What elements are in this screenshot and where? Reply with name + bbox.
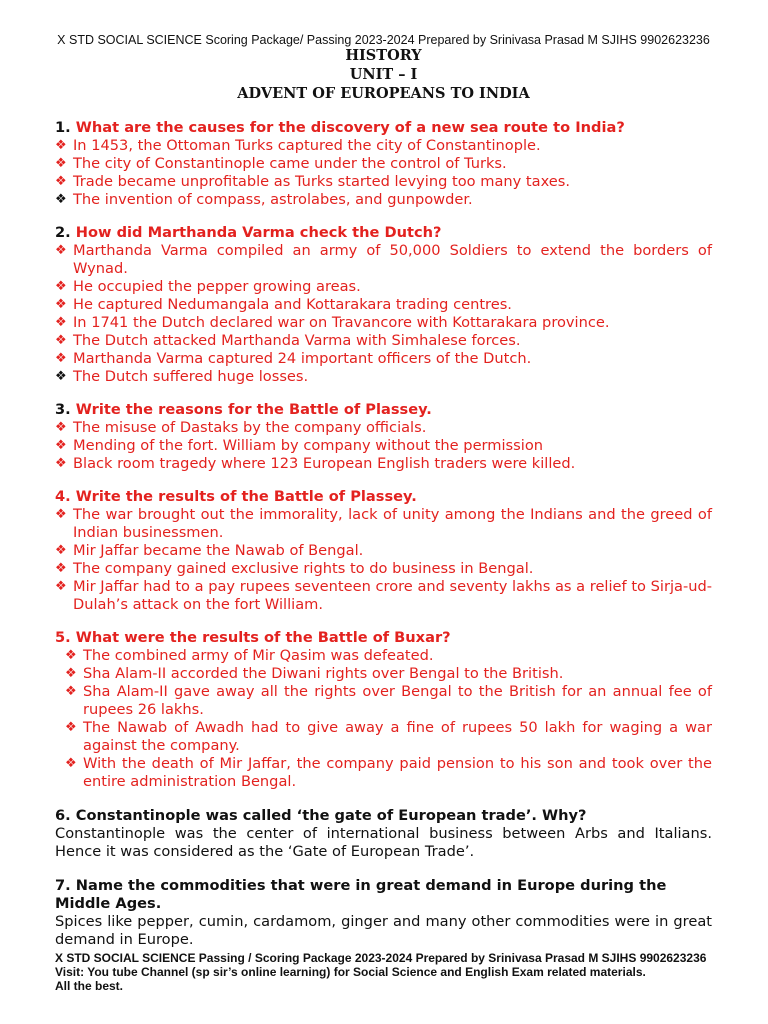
diamond-bullet-icon: ❖ xyxy=(65,684,77,699)
question-number: 7. xyxy=(55,877,71,894)
list-item: ❖ The war brought out the immorality, lack of unity among the Indians and the greed of Indian businessmen. xyxy=(55,506,712,541)
diamond-bullet-icon: ❖ xyxy=(55,279,67,294)
list-item: ❖ The city of Constantinople came under the control of Turks. xyxy=(55,155,507,172)
diamond-bullet-icon: ❖ xyxy=(55,456,67,471)
diamond-bullet-icon: ❖ xyxy=(55,507,67,522)
list-item: ❖ In 1453, the Ottoman Turks captured the city of Constantinople. xyxy=(55,137,541,154)
list-item: ❖ In 1741 the Dutch declared war on Travancore with Kottarakara province. xyxy=(55,314,610,331)
diamond-bullet-icon: ❖ xyxy=(55,297,67,312)
question-text: Name the commodities that were in great demand in Europe during the Middle Ages. xyxy=(55,877,667,912)
diamond-bullet-icon: ❖ xyxy=(55,369,67,384)
question-5 xyxy=(55,629,712,791)
diamond-bullet-icon: ❖ xyxy=(55,174,67,189)
list-item: ❖ Sha Alam-II accorded the Diwani rights over Bengal to the British. xyxy=(65,665,564,682)
question-text: Write the results of the Battle of Plassey. xyxy=(75,488,417,505)
diamond-bullet-icon: ❖ xyxy=(55,315,67,330)
question-text: Write the reasons for the Battle of Plassey. xyxy=(75,401,432,418)
diamond-bullet-icon: ❖ xyxy=(55,579,67,594)
question-number: 4. xyxy=(55,488,71,505)
question-number: 6. xyxy=(55,807,71,824)
question-text: What are the causes for the discovery of a new sea route to India? xyxy=(75,119,625,136)
question-heading xyxy=(55,119,712,137)
list-item: ❖ Marthanda Varma captured 24 important officers of the Dutch. xyxy=(55,350,532,367)
diamond-bullet-icon: ❖ xyxy=(55,438,67,453)
diamond-bullet-icon: ❖ xyxy=(55,561,67,576)
question-text: Constantinople was called ‘the gate of European trade’. Why? xyxy=(75,807,587,824)
list-item: ❖ Marthanda Varma compiled an army of 50,000 Soldiers to extend the borders of Wynad. xyxy=(55,242,712,277)
question-heading xyxy=(55,401,712,419)
answer-text: Constantinople was the center of international business between Arbs and Italians. Hence it was considered as the ‘Gate of European Trade’. xyxy=(55,825,712,860)
question-1 xyxy=(55,119,712,209)
list-item: ❖ The misuse of Dastaks by the company officials. xyxy=(55,419,427,436)
diamond-bullet-icon: ❖ xyxy=(65,756,77,771)
list-item: ❖ The invention of compass, astrolabes, and gunpowder. xyxy=(55,191,473,208)
question-heading xyxy=(55,807,712,825)
list-item: ❖ He captured Nedumangala and Kottarakara trading centres. xyxy=(55,296,512,313)
question-heading xyxy=(55,224,712,242)
diamond-bullet-icon: ❖ xyxy=(55,420,67,435)
answer-list xyxy=(55,647,712,791)
footer-line: Visit: You tube Channel (sp sir’s online learning) for Social Science and English Exam related materials. xyxy=(55,965,646,979)
diamond-bullet-icon: ❖ xyxy=(55,156,67,171)
question-7 xyxy=(55,877,712,949)
list-item: ❖ Sha Alam-II gave away all the rights over Bengal to the British for an annual fee of rupees 26 lakhs. xyxy=(65,683,712,718)
diamond-bullet-icon: ❖ xyxy=(65,666,77,681)
diamond-bullet-icon: ❖ xyxy=(55,351,67,366)
diamond-bullet-icon: ❖ xyxy=(55,333,67,348)
question-3 xyxy=(55,401,712,473)
answer-list xyxy=(55,137,712,209)
question-heading xyxy=(55,877,712,913)
diamond-bullet-icon: ❖ xyxy=(55,192,67,207)
footer-line: All the best. xyxy=(55,979,124,993)
footer-line: X STD SOCIAL SCIENCE Passing / Scoring Package 2023-2024 Prepared by Srinivasa Prasad M SJIHS 9902623236 xyxy=(55,951,707,965)
question-heading xyxy=(55,488,712,506)
page-footer xyxy=(55,951,712,993)
list-item: ❖ Mir Jaffar became the Nawab of Bengal. xyxy=(55,542,364,559)
answer-text: Spices like pepper, cumin, cardamom, ginger and many other commodities were in great demand in Europe. xyxy=(55,913,712,948)
page-header: X STD SOCIAL SCIENCE Scoring Package/ Passing 2023-2024 Prepared by Srinivasa Prasad M SJIHS 9902623236 xyxy=(57,33,710,47)
chapter-title: ADVENT OF EUROPEANS TO INDIA xyxy=(237,85,530,102)
list-item: ❖ Mir Jaffar had to a pay rupees seventeen crore and seventy lakhs as a relief to Sirja-ud-Dulah’s attack on the fort William. xyxy=(55,578,712,613)
question-number: 3. xyxy=(55,401,71,418)
question-number: 1. xyxy=(55,119,71,136)
list-item: ❖ The Nawab of Awadh had to give away a fine of rupees 50 lakh for waging a war against the company. xyxy=(65,719,712,754)
diamond-bullet-icon: ❖ xyxy=(55,243,67,258)
subject-title: HISTORY xyxy=(345,47,422,64)
question-number: 2. xyxy=(55,224,71,241)
list-item: ❖ The Dutch suffered huge losses. xyxy=(55,368,309,385)
diamond-bullet-icon: ❖ xyxy=(55,138,67,153)
list-item: ❖ He occupied the pepper growing areas. xyxy=(55,278,361,295)
unit-title: UNIT – I xyxy=(349,66,418,83)
question-6 xyxy=(55,807,712,861)
list-item: ❖ With the death of Mir Jaffar, the company paid pension to his son and took over the entire administration Bengal. xyxy=(65,755,712,790)
answer-list xyxy=(55,419,712,473)
question-text: How did Marthanda Varma check the Dutch? xyxy=(75,224,442,241)
list-item: ❖ The company gained exclusive rights to do business in Bengal. xyxy=(55,560,534,577)
list-item: ❖ The Dutch attacked Marthanda Varma with Simhalese forces. xyxy=(55,332,521,349)
question-2 xyxy=(55,224,712,386)
question-text: What were the results of the Battle of Buxar? xyxy=(75,629,451,646)
list-item: ❖ The combined army of Mir Qasim was defeated. xyxy=(65,647,434,664)
diamond-bullet-icon: ❖ xyxy=(65,648,77,663)
answer-list xyxy=(55,506,712,614)
diamond-bullet-icon: ❖ xyxy=(65,720,77,735)
list-item: ❖ Mending of the fort. William by company without the permission xyxy=(55,437,543,454)
question-4 xyxy=(55,488,712,614)
question-heading xyxy=(55,629,712,647)
question-number: 5. xyxy=(55,629,71,646)
list-item: ❖ Trade became unprofitable as Turks started levying too many taxes. xyxy=(55,173,570,190)
list-item: ❖ Black room tragedy where 123 European English traders were killed. xyxy=(55,455,576,472)
answer-list xyxy=(55,242,712,386)
diamond-bullet-icon: ❖ xyxy=(55,543,67,558)
